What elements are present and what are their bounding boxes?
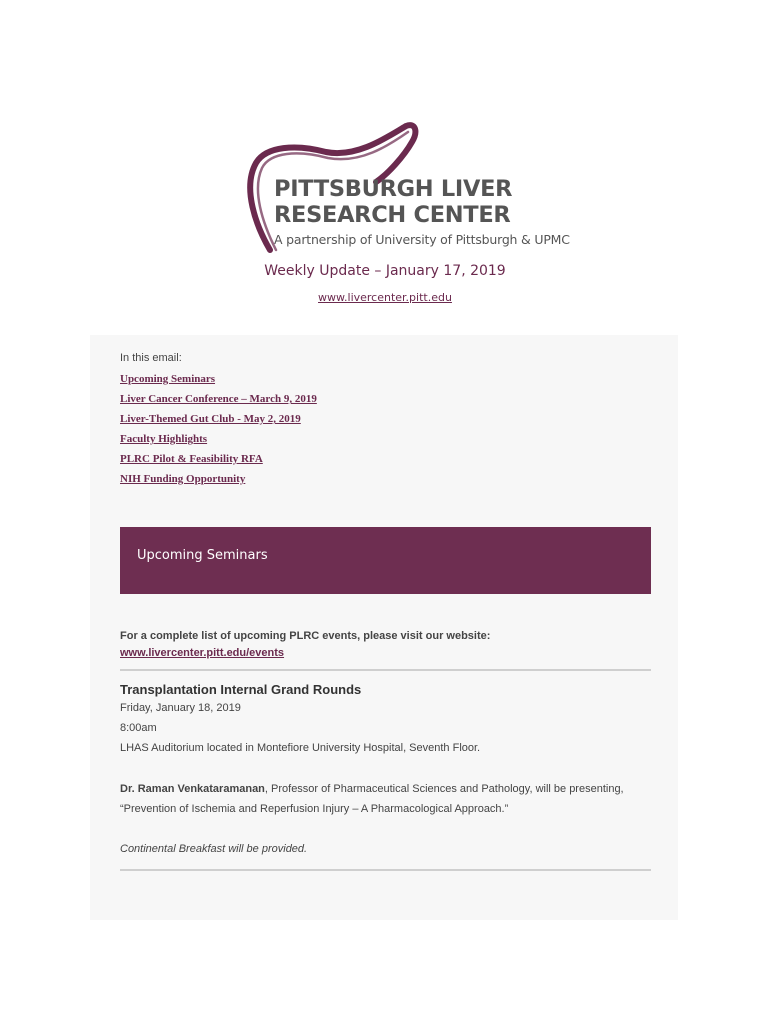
event-title: Transplantation Internal Grand Rounds: [120, 682, 362, 697]
event-note: Continental Breakfast will be provided.: [120, 843, 308, 855]
event-talk-title: “Prevention of Ischemia and Reperfusion Injury – A Pharmacological Approach.”: [120, 803, 509, 815]
toc-link-gut-club[interactable]: Liver-Themed Gut Club - May 2, 2019: [120, 413, 301, 425]
event-location: LHAS Auditorium located in Montefiore University Hospital, Seventh Floor.: [120, 742, 481, 754]
section-title: Upcoming Seminars: [137, 548, 268, 563]
divider: [120, 869, 651, 871]
event-time: 8:00am: [120, 722, 157, 734]
events-notice-text: For a complete list of upcoming PLRC events, please visit our website:: [120, 630, 491, 642]
toc-link-nih-funding[interactable]: NIH Funding Opportunity: [120, 473, 246, 485]
logo-line-2: RESEARCH CENTER: [274, 202, 511, 228]
plrc-logo: [236, 118, 570, 258]
divider: [120, 669, 651, 671]
section-header-upcoming-seminars: [120, 527, 651, 594]
event-speaker: [120, 783, 624, 795]
events-notice: [120, 628, 540, 662]
website-link[interactable]: www.livercenter.pitt.edu: [318, 291, 452, 304]
toc-link-faculty-highlights[interactable]: Faculty Highlights: [120, 433, 208, 445]
speaker-name: Dr. Raman Venkataramanan: [120, 783, 265, 795]
speaker-description: , Professor of Pharmaceutical Sciences and Pathology, will be presenting,: [264, 783, 624, 795]
toc-link-pilot-rfa[interactable]: PLRC Pilot & Feasibility RFA: [120, 453, 263, 465]
toc-link-upcoming-seminars[interactable]: Upcoming Seminars: [120, 373, 216, 385]
logo-line-1: PITTSBURGH LIVER: [274, 176, 513, 202]
toc-list: [120, 372, 317, 492]
weekly-update-heading: Weekly Update – January 17, 2019: [264, 263, 506, 279]
toc-link-liver-cancer-conference[interactable]: Liver Cancer Conference – March 9, 2019: [120, 393, 317, 405]
event-date: Friday, January 18, 2019: [120, 702, 241, 714]
logo-tagline: A partnership of University of Pittsburgh & UPMC: [274, 232, 570, 247]
events-link[interactable]: www.livercenter.pitt.edu/events: [120, 647, 285, 659]
toc-intro: In this email:: [120, 352, 182, 364]
